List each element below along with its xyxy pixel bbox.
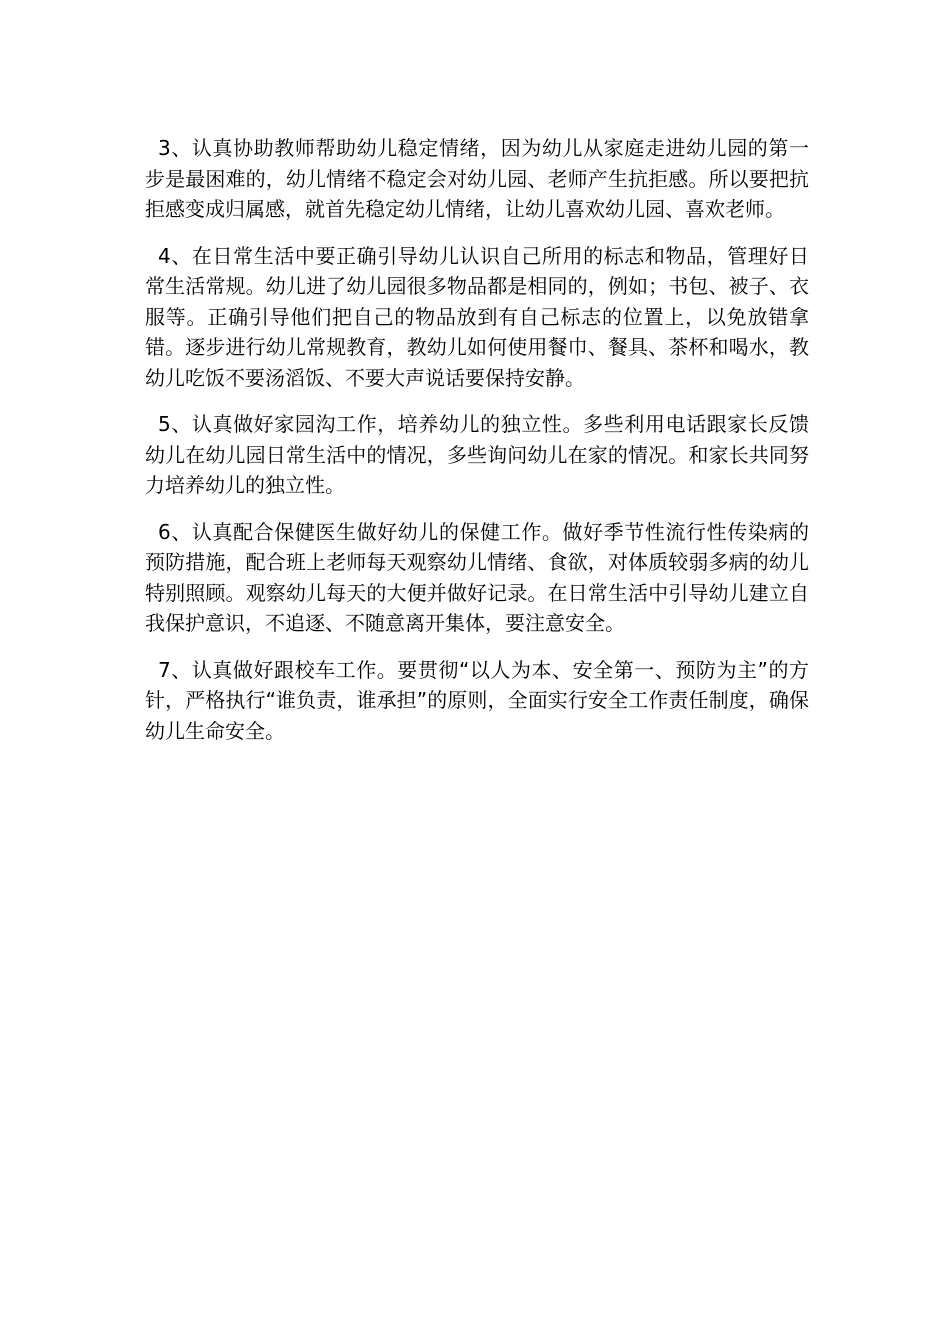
document-page [145,133,809,762]
paragraph-item-4: 4、在日常生活中要正确引导幼儿认识自己所用的标志和物品，管理好日常生活常规。幼儿进了幼儿园很多物品都是相同的，例如；书包、被子、衣服等。正确引导他们把自己的物品放到有自己标志的位置上，以免放错拿错。逐步进行幼儿常规教育，教幼儿如何使用餐巾、餐具、茶杯和喝水，教幼儿吃饭不要汤滔饭、不要大声说话要保持安静。 [145,243,809,390]
paragraph-item-3: 3、认真协助教师帮助幼儿稳定情绪，因为幼儿从家庭走进幼儿园的第一步是最困难的，幼儿情绪不稳定会对幼儿园、老师产生抗拒感。所以要把抗拒感变成归属感，就首先稳定幼儿情绪，让幼儿喜欢幼儿园、喜欢老师。 [145,136,809,221]
paragraph-item-6: 6、认真配合保健医生做好幼儿的保健工作。做好季节性流行性传染病的预防措施，配合班上老师每天观察幼儿情绪、食欲，对体质较弱多病的幼儿特别照顾。观察幼儿每天的大便并做好记录。在日常生活中引导幼儿建立自我保护意识，不追逐、不随意离开集体，要注意安全。 [145,519,809,635]
paragraph-item-7: 7、认真做好跟校车工作。要贯彻“以人为本、安全第一、预防为主”的方针，严格执行“谁负责，谁承担”的原则，全面实行安全工作责任制度，确保幼儿生命安全。 [145,657,809,743]
paragraph-item-5: 5、认真做好家园沟工作，培养幼儿的独立性。多些利用电话跟家长反馈幼儿在幼儿园日常生活中的情况，多些询问幼儿在家的情况。和家长共同努力培养幼儿的独立性。 [145,412,809,497]
